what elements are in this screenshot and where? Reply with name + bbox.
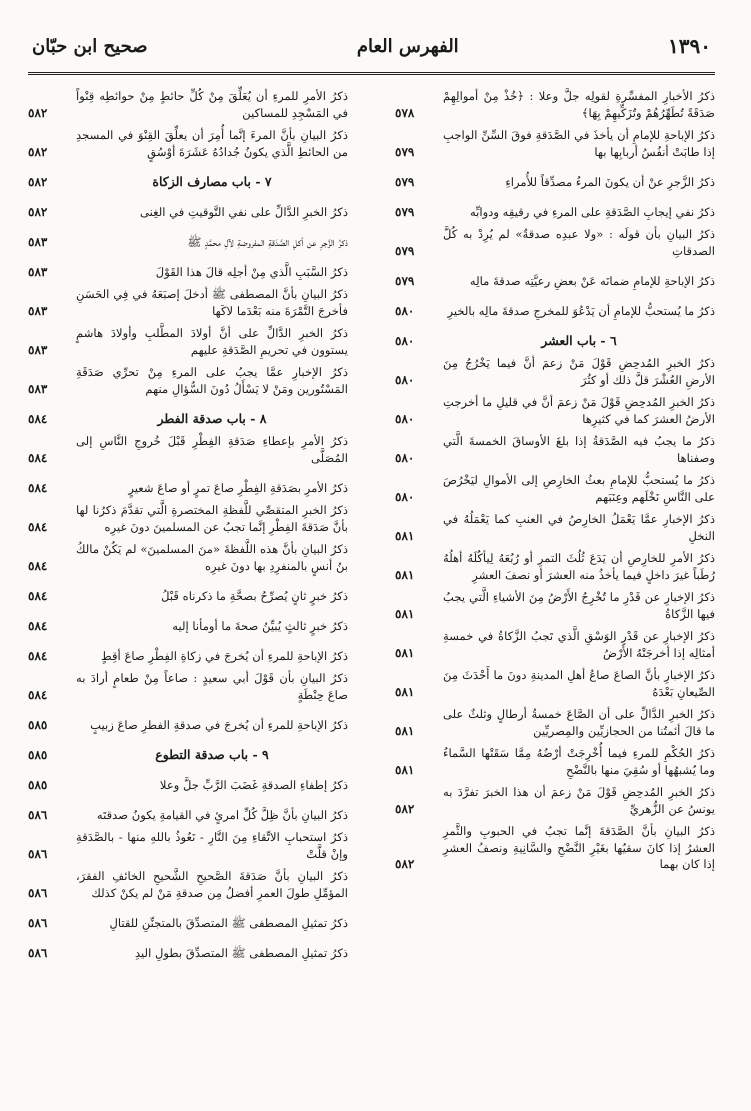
entry-page-number: ٥٧٩ bbox=[395, 273, 415, 288]
entry-text: ذكرُ الخبرِ المُدحِضِ قَوْلَ مَنْ زعمَ أنَّ فيما يَخْرُجُ مِنَ الأرضِ العُشْرَ قلَّ ذلك أو كثُرَ bbox=[443, 356, 715, 387]
entry-page-number: ٥٨٤ bbox=[28, 450, 48, 465]
entry-text: ذكرُ الأمرِ للمرءِ أن يُعَلِّقَ مِنْ كُلِّ حائطٍ مِنْ حوائطِه قِنْواً في المَسْجِدِ للمساكين bbox=[76, 89, 348, 120]
entry-page-number: ٥٨٠ bbox=[395, 333, 415, 348]
index-entry bbox=[28, 580, 348, 604]
entry-page-number: ٥٨٥ bbox=[28, 777, 48, 792]
index-entry bbox=[28, 88, 348, 121]
index-entry bbox=[395, 472, 715, 505]
entry-text: ذكرُ الزَّجرِ عنْ أن يكونَ المرءُ مصدِّقاً للأُمراءِ bbox=[505, 174, 715, 189]
book-title: صحيح ابن حبّان bbox=[32, 35, 148, 57]
entry-page-number: ٥٨١ bbox=[395, 762, 415, 777]
entry-text: ذكرُ الأخبارِ المفسِّرةِ لقولِه جلَّ وعلا : ﴿خُذْ مِنْ أموالِهِمْ صَدَقَةً تُطَهِّرُهُمْ وتُزَكِّيهِمْ بِهَا﴾ bbox=[443, 89, 715, 120]
index-entry bbox=[28, 226, 348, 250]
entry-text: ذكرُ البيانِ بأنَّ المرءَ إنَّما أُمِرَ أن يعلِّقَ القِنْوَ في المسجدِ من الحائطِ الَّذي يكونُ جُدادُهُ عَشَرَةَ أوْسُقٍ bbox=[76, 128, 348, 159]
entry-text: ذكرُ الخبرِ المُدحِضِ قَوْلَ مَنْ زعمَ أن هذا الخبرَ تفرَّدَ به يونسُ عن الزُّهريِّ bbox=[443, 785, 715, 816]
index-entry bbox=[28, 196, 348, 220]
index-entry bbox=[395, 226, 715, 259]
entry-page-number: ٥٨٢ bbox=[28, 174, 48, 189]
index-entry bbox=[395, 823, 715, 873]
section-heading-row bbox=[395, 325, 715, 349]
entry-text: ذكرُ ما يُستحبُّ للإمامِ أن يَدْعُوَ للمخرجِ صدقةَ مالِه بالخيرِ bbox=[447, 303, 715, 318]
entry-page-number: ٥٨٠ bbox=[395, 411, 415, 426]
entry-page-number: ٥٨١ bbox=[395, 567, 415, 582]
section-heading: ٦ - باب العشر bbox=[541, 332, 617, 348]
entry-text: ذكرُ نفي إيجابِ الصَّدَقةِ على المرءِ في رقيقِه ودوابِّه bbox=[469, 204, 715, 219]
entry-page-number: ٥٨٣ bbox=[28, 234, 48, 249]
entry-text: ذكرُ البيانِ بأنَّ المصطفى ﷺ أدخلَ إصبَعَهُ في فِي الحَسَنِ فأخرجَ التَّمْرَةَ منه بَعْدَما لاكَها bbox=[76, 287, 348, 318]
index-entry bbox=[28, 769, 348, 793]
entry-text: ذكرُ الإباحةِ للمرءِ أن يُخرجَ في زكاةِ الفِطْرِ صاعَ أقِطٍ bbox=[101, 648, 348, 663]
index-entry bbox=[395, 745, 715, 778]
index-entry bbox=[395, 784, 715, 817]
index-column-right bbox=[395, 88, 715, 879]
index-entry bbox=[395, 295, 715, 319]
section-heading-row bbox=[28, 166, 348, 190]
entry-text: ذكرُ الخبرِ المُدحِضِ قَوْلَ مَنْ زعمَ أنَّ في قليلِ ما أخرجتِ الأرضُ العشرَ كما في كثيرِها bbox=[443, 395, 715, 426]
entry-text: ذكرُ البيانِ بأنَّ هذه اللَّفظةَ «منَ المسلمينَ» لم يَكُنْ مالكُ بنُ أنسٍ بالمنفرِدِ بها دونَ غيرِه bbox=[76, 542, 348, 573]
index-entry bbox=[395, 589, 715, 622]
entry-page-number: ٥٧٩ bbox=[395, 243, 415, 258]
entry-page-number: ٥٨٢ bbox=[395, 801, 415, 816]
entry-text: ذكرُ الإخبارِ بأنَّ الصاعَ صاعُ أهلِ المدينةِ دونَ ما أَحْدَثَ مِنَ الصِّيعانِ بَعْدَهُ bbox=[443, 668, 715, 699]
entry-page-number: ٥٨٦ bbox=[28, 945, 48, 960]
entry-page-number: ٥٧٨ bbox=[395, 105, 415, 120]
entry-page-number: ٥٨٢ bbox=[28, 204, 48, 219]
entry-text: ذكرُ الأمرِ بصَدَقةِ الفِطْرِ صاعَ تمرٍ أو صاعَ شعيرٍ bbox=[128, 480, 348, 495]
section-heading-row bbox=[28, 403, 348, 427]
entry-page-number: ٥٨١ bbox=[395, 684, 415, 699]
index-entry bbox=[28, 541, 348, 574]
index-entry bbox=[28, 829, 348, 862]
entry-page-number: ٥٨٠ bbox=[395, 489, 415, 504]
entry-text: ذكرُ الإباحةِ للمرءِ أن يُخرجَ في صدقةِ الفطرِ صاعَ زبيبٍ bbox=[90, 717, 348, 732]
entry-page-number: ٥٨٣ bbox=[28, 264, 48, 279]
entry-text: ذكرُ استحبابِ الاتِّقاءِ مِنَ النَّارِ - نَعُوذُ باللهِ منها - بالصَّدَقةِ وإنْ قلَّتْ bbox=[76, 830, 348, 861]
index-entry bbox=[28, 640, 348, 664]
entry-page-number: ٥٨٤ bbox=[28, 588, 48, 603]
entry-text: ذكرُ الخبرِ الدَّالِّ على أنَّ أولادَ المطَّلبِ وأولادَ هاشمٍ يستوون في تحريمِ الصَّدَقةِ عليهم bbox=[76, 326, 348, 357]
entry-text: ذكرُ البيانِ بأنَّ ظِلَّ كُلِّ امرئٍ في القيامةِ يكونُ صدقتَه bbox=[96, 807, 348, 822]
entry-page-number: ٥٨١ bbox=[395, 723, 415, 738]
index-entry bbox=[395, 196, 715, 220]
entry-text: ذكرُ الأمرِ بإعطاءِ صَدَقةِ الفِطْرِ قَبْلَ خُروجِ النَّاسِ إلى المُصَلَّى bbox=[76, 434, 348, 465]
entry-page-number: ٥٨٣ bbox=[28, 342, 48, 357]
entry-text: ذكرُ ما يُستحبُّ للإمامِ بعثُ الخارِصِ إلى الأموالِ ليَخْرُصَ على النَّاسِ نَخْلَهم وعِنَبَهم bbox=[443, 473, 715, 504]
entry-text: ذكرُ الإخبارِ عن قَدْرِ الوَسْقِ الَّذي تَجبُ الزَّكاةُ في خمسةِ أمثالِه إذا أخرجَتْهُ الأَرْضُ bbox=[443, 629, 715, 660]
entry-page-number: ٥٨٦ bbox=[28, 885, 48, 900]
index-entry bbox=[395, 706, 715, 739]
index-entry bbox=[28, 868, 348, 901]
entry-page-number: ٥٨٤ bbox=[28, 480, 48, 495]
entry-text: ذكرُ الإخبارِ عمَّا يَعْمَلُ الخارِصُ في العنبِ كما يَعْمَلُهُ في النخلِ bbox=[443, 512, 715, 543]
entry-text: ذكرُ الخبرِ الدَّالِّ على نفي التَّوقيتِ في الغِنى bbox=[139, 204, 348, 219]
index-entry bbox=[395, 265, 715, 289]
index-entry bbox=[28, 127, 348, 160]
index-entry bbox=[28, 610, 348, 634]
index-column-left bbox=[28, 88, 348, 967]
index-entry bbox=[28, 937, 348, 961]
entry-page-number: ٥٨٤ bbox=[28, 687, 48, 702]
index-entry bbox=[395, 355, 715, 388]
entry-page-number: ٥٨٢ bbox=[395, 857, 415, 871]
entry-page-number: ٥٨٤ bbox=[28, 411, 48, 426]
index-entry bbox=[395, 127, 715, 160]
entry-page-number: ٥٨٢ bbox=[28, 144, 48, 159]
index-entry bbox=[28, 670, 348, 703]
entry-text: ذكرُ السَّبَبِ الَّذي مِنْ أجلِه قالَ هذا القَوْلَ bbox=[155, 264, 348, 279]
entry-page-number: ٥٨٠ bbox=[395, 303, 415, 318]
header-rule bbox=[28, 72, 715, 75]
entry-text: ذكرُ تمثيلِ المصطفى ﷺ المتصدِّقَ بالمتجنِّنِ للقتالِ bbox=[109, 915, 348, 930]
page-header bbox=[32, 26, 711, 66]
section-heading: ٩ - باب صدقة التطوع bbox=[155, 746, 269, 762]
entry-text: ذكرُ الخبرِ الدَّالِّ على أن الصَّاعَ خمسةُ أرطالٍ وثلثٌ على ما قالَ أئمتُنا من الحجازيِّين والمِصريِّين bbox=[443, 707, 715, 738]
index-entry bbox=[395, 628, 715, 661]
entry-text: ذكرُ خبرٍ ثالثٍ يُبيِّنُ صحةَ ما أومأنا إليه bbox=[172, 618, 348, 633]
entry-text: ذكرُ البيانِ بأنَّ الصَّدَقةَ إنَّما تجبُ في الحبوبِ والثَّمرِ العشرُ إذا كانَ سقيُها بغَيْرِ النَّضْحِ والسَّانِيةِ ونصفُ العشرِ إذا كان بهما bbox=[443, 824, 715, 871]
index-entry bbox=[28, 799, 348, 823]
index-entry bbox=[28, 325, 348, 358]
entry-text: ذكرُ الحُكْمِ للمرءِ فيما أُخْرِجَتْ أرْضُهُ مِمَّا سَقَتْها السَّماءُ وما يُشبهُها أو سُقِيَ منها بالنَّضْحِ bbox=[443, 746, 715, 777]
index-entry bbox=[28, 472, 348, 496]
index-entry bbox=[395, 550, 715, 583]
entry-page-number: ٥٨٢ bbox=[28, 105, 48, 120]
entry-text: ذكرُ الإخبارِ عمَّا يجبُ على المرءِ مِنْ تحرِّي صَدَقَةِ المَسْتُورين ومَنْ لا يَسْأَلُ دُونَ السُّؤالِ منهم bbox=[76, 365, 348, 396]
entry-text: ذكرُ الخبرِ المتقصِّي للَّفظةِ المختصرةِ الَّتي تقدَّمَ ذكرُنا لها بأنَّ صَدَقةَ الفِطْرِ إنَّما تجبُ عن المسلمينَ دونَ غيرِه bbox=[76, 503, 348, 534]
entry-page-number: ٥٨٠ bbox=[395, 450, 415, 465]
page-number: ١٣٩٠ bbox=[668, 34, 711, 58]
entry-page-number: ٥٨٦ bbox=[28, 846, 48, 861]
index-entry bbox=[28, 286, 348, 319]
entry-page-number: ٥٨٤ bbox=[28, 648, 48, 663]
entry-page-number: ٥٧٩ bbox=[395, 144, 415, 159]
entry-page-number: ٥٧٩ bbox=[395, 174, 415, 189]
entry-page-number: ٥٨٣ bbox=[28, 303, 48, 318]
entry-page-number: ٥٨١ bbox=[395, 606, 415, 621]
entry-text: ذكرُ تمثيلِ المصطفى ﷺ المتصدِّقَ بطولِ اليدِ bbox=[134, 945, 348, 960]
entry-page-number: ٥٨٤ bbox=[28, 558, 48, 573]
section-heading: ٨ - باب صدقة الفطر bbox=[157, 410, 267, 426]
entry-page-number: ٥٨١ bbox=[395, 528, 415, 543]
entry-page-number: ٥٨٦ bbox=[28, 915, 48, 930]
entry-text: ذكرُ الزَّجرِ عن أكلِ الصَّدَقةِ المفروضةِ لآلِ محمَّدٍ ﷺ bbox=[187, 234, 348, 249]
entry-page-number: ٥٨٠ bbox=[395, 372, 415, 387]
entry-text: ذكرُ الإباحةِ للإمامِ أن يأخذَ في الصَّدَقةِ فوقَ السِّنِّ الواجبِ إذا طابَتْ أنفُسُ أربابِها بها bbox=[443, 128, 715, 159]
index-entry bbox=[28, 709, 348, 733]
entry-page-number: ٥٨٤ bbox=[28, 618, 48, 633]
index-entry bbox=[395, 667, 715, 700]
index-entry bbox=[28, 364, 348, 397]
entry-text: ذكرُ إطفاءِ الصدقةِ غَضَبَ الرَّبِّ جلَّ وعلا bbox=[159, 777, 348, 792]
entry-text: ذكرُ البيانِ بأن قَوْلَ أبي سعيدٍ : صاعاً مِنْ طعامٍ أرادَ به صاعَ حِنْطَةٍ bbox=[76, 671, 348, 702]
entry-page-number: ٥٨٦ bbox=[28, 807, 48, 822]
index-entry bbox=[395, 511, 715, 544]
index-entry bbox=[28, 433, 348, 466]
entry-page-number: ٥٨٥ bbox=[28, 717, 48, 732]
entry-text: ذكرُ البيانِ بأن قولَه : «ولا عبدِه صدقةٌ» لم يُرِدْ به كُلَّ الصدقاتِ bbox=[443, 227, 715, 258]
index-entry bbox=[395, 88, 715, 121]
entry-text: ذكرُ الأمرِ للخارِصِ أن يَدَعَ ثُلُثَ التمرِ أو رُبُعَهُ لِيأكُلَهُ أهلُهُ رُطَباً غيرَ داخلٍ فيما يأخذُ منه العشرَ أو نصفَ العشرِ bbox=[443, 551, 715, 582]
entry-page-number: ٥٨٣ bbox=[28, 381, 48, 396]
index-entry bbox=[28, 502, 348, 535]
entry-text: ذكرُ الإباحةِ للإمامِ ضمانَه عَنْ بعضِ رعيَّتِه صدقةَ مالِه bbox=[469, 273, 715, 288]
entry-text: ذكرُ خبرٍ ثانٍ يُصرِّحُ بصحَّةِ ما ذكرناه قَبْلُ bbox=[161, 588, 348, 603]
entry-text: ذكرُ الإخبارِ عن قَدْرِ ما تُخْرِجُ الأَرْضُ مِنَ الأشياءِ الَّتي يجبُ فيها الزَّكاةُ bbox=[443, 590, 715, 621]
index-entry bbox=[395, 433, 715, 466]
index-entry bbox=[395, 166, 715, 190]
index-entry bbox=[395, 394, 715, 427]
index-entry bbox=[28, 907, 348, 931]
entry-page-number: ٥٨٤ bbox=[28, 519, 48, 534]
entry-page-number: ٥٧٩ bbox=[395, 204, 415, 219]
entry-text: ذكرُ البيانِ بأنَّ صَدَقةَ الصَّحيحِ الشَّحيحِ الخائفِ الفقرَ، المؤمِّلِ طولَ العمرِ أفضلُ مِن صدقةِ مَنْ لم يكنْ كذلك bbox=[76, 869, 348, 900]
entry-page-number: ٥٨١ bbox=[395, 645, 415, 660]
entry-text: ذكرُ ما يجبُ فيه الصَّدَقةُ إذا بلغَ الأوساقَ الخمسةَ الَّتي وصفناها bbox=[443, 434, 715, 465]
index-entry bbox=[28, 256, 348, 280]
entry-page-number: ٥٨٥ bbox=[28, 747, 48, 762]
section-heading-row bbox=[28, 739, 348, 763]
running-title: الفهرس العام bbox=[356, 35, 459, 57]
section-heading: ٧ - باب مصارف الزكاة bbox=[152, 173, 272, 189]
